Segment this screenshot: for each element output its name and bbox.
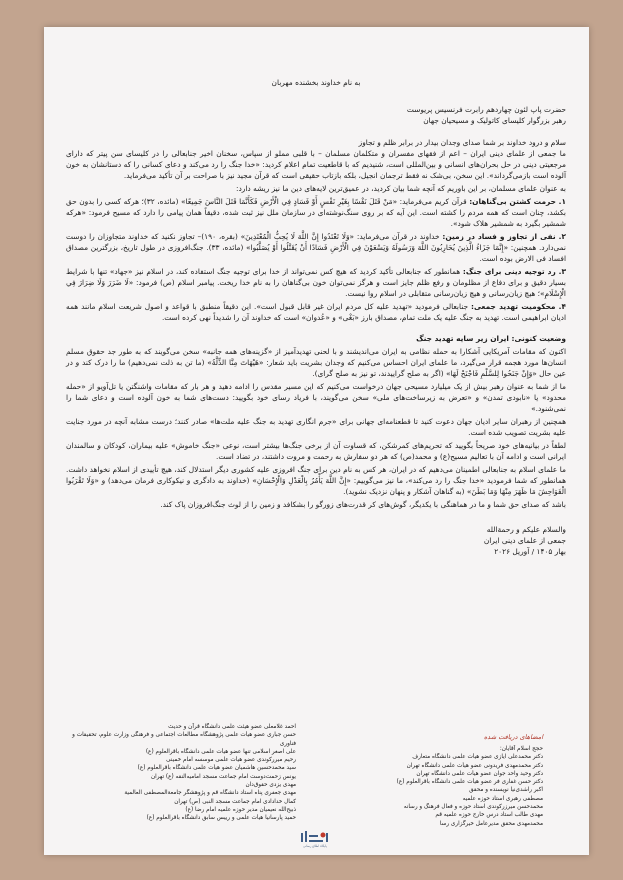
section-paragraph: ما از شما به عنوان رهبر بیش از یک میلیارد مسیحی جهان درخواست می‌کنیم که این مسیر مقدس را ادامه دهید و هر بار که مقامات واشنگتن یا تل‌آویو از «حمله محدود» یا «نابودی تمدن» و «تعرض به زیرساخت‌های ملی» سخن می‌گویند، با فریاد رسای خود بگویید: دست‌های شما به خون آلوده است و دعای شما را نمی‌شنود.» [66, 382, 566, 413]
signatory: دکتر حسن غفاری فر عضو هیأت علمی دانشگاه باقرالعلوم (ع) [396, 779, 543, 786]
signatory: محمدمهدی محقق مدیرعامل خیرگزاری رسا [439, 820, 543, 827]
signatory: علی اصغر اسلامی تنها عضو هیأت علمی دانشگاه باقرالعلوم (ع) [145, 748, 296, 755]
signatory: سید محمدحسین هاشمیان عضو هیأت علمی دانشگاه باقرالعلوم (ع) [137, 765, 296, 772]
principle-heading: ۲. نفی از تجاوز و فساد در زمین: [442, 232, 566, 241]
logo-text: پایگاه اطلاع رسانی [303, 844, 327, 848]
publisher-logo [288, 830, 342, 852]
signatories-left-column [66, 723, 296, 823]
section-paragraph: لطفاً در بیانیه‌های خود صریحاً بگویید که تحریم‌های کمرشکن، که قساوت آن از برخی جنگ‌ها بیشتر است، نوعی «جنگ خاموش» علیه بیماران، کودکان و سالمندان ایرانی است و ادامه آن با تعالیم مسیح(ع) و محمد(ص) که هر دو سفارش به رحمت و مروت داشتند، در تضاد است. [66, 441, 566, 461]
signature-line: بهار ۱۴۰۵ / آوریل ۲۰۲۶ [494, 547, 566, 556]
section-paragraph: باشد که صدای حق شما و ما در هماهنگی با یکدیگر، گوش‌های کر قدرت‌های زورگو را بشکافد و زمین را از لوث جنگ‌افروزان پاک کند. [160, 500, 566, 509]
signatory: محمدحسن میرزرکوندی استاد حوزه و فعال فرهنگ و رسانه [403, 804, 543, 811]
signatory: حسن جباری عضو هیأت علمی پژوهشگاه مطالعات اجتماعی و فرهنگی وزارت علوم، تحقیقات و فناوری [72, 732, 296, 747]
logo-mark-icon [298, 830, 332, 844]
signatory: یونس زحمت‌دوست امام جماعت مسجد امامیه‌النقه (ع) تهران [150, 773, 296, 780]
letter-title: به نام خداوند بخشنده مهربان [271, 78, 361, 87]
principle-4 [66, 301, 566, 323]
signatories-heading: امضاهای دریافت شده [483, 733, 543, 741]
signature-block [66, 524, 566, 557]
principles-intro: به عنوان علمای مسلمان، بر این باوریم که آنچه شما بیان کردید، در عمیق‌ترین لایه‌های دین ما نیز ریشه دارد: [236, 184, 566, 193]
signatory: دکتر محمدعلی ایازی عضو هیأت علمی دانشگاه متعارف [412, 754, 543, 761]
signatory: مهدی جعفری پناه استاد دانشگاه قم و پژوهشگر جامعة‌المصطفی العالمیة [124, 790, 296, 797]
letter-page [44, 27, 589, 855]
signatory: حجج اسلام آقایان: [499, 746, 543, 752]
principle-heading: ۳. رد توجیه دینی برای جنگ: [462, 267, 567, 276]
signatory: ذبیح‌الله نعیمیان مدیر حوزه علمیه امام رضا (ع) [185, 806, 296, 813]
section-paragraph: اکنون که مقامات آمریکایی آشکارا به حمله نظامی به ایران می‌اندیشند و با لحنی تهدیدآمیز از «گزینه‌های همه جانبه» سخن می‌گویند که به طور جد حقوق مسلم انسان‌ها مورد هجمه قرار می‌گیرد، ما علمای ایران احساس می‌کنیم که وجدان بشریت باید شعار: «هَيْهَاتَ مِنَّا الذِّلَّةُ» (ما تن به ذلت نمی‌دهیم) ما را درک کند و در عین حال «وَإِنْ جَنَحُوا لِلسَّلْمِ فَاجْنَحْ لَهَا» (اگر به صلح گراییدند، تو نیز به صلح گرای). [66, 347, 566, 378]
signatory: مهدی یزدی حقوق‌دان [245, 782, 296, 789]
principle-2 [66, 231, 566, 264]
letter-address [66, 104, 566, 126]
section-paragraph: ما علمای اسلام به جنابعالی اطمینان می‌دهیم که در ایران، هر کس به نام دین برای جنگ افروزی علیه کشوری دیگر استدلال کند، هیچ تأییدی از اسلام نخواهد داشت. همانطور که شما فرمودید «خدا جنگ را رد می‌کند»، ما نیز می‌گوییم: «إِنَّ اللَّهَ يَأْمُرُ بِالْعَدْلِ وَالْإِحْسَانِ» (خداوند به دادگری و نیکوکاری فرمان می‌دهد) و «وَلَا تَقْرَبُوا الْفَوَاحِشَ مَا ظَهَرَ مِنْهَا وَمَا بَطَنَ» (به گناهان آشکار و پنهان نزدیک نشوید). [66, 465, 566, 496]
signature-line: والسلام علیکم و رحمة‌الله [486, 525, 566, 534]
address-line: حضرت پاپ لئون چهاردهم رابرت فرنسیس پریوست [406, 105, 566, 114]
signatory: کمال خدادادی امام جماعت مسجد النبی (ص) تهران [174, 798, 296, 805]
signatory: مصطفی رهبری استاد حوزه علمیه [462, 795, 543, 802]
principle-text: جنابعالی فرمودید «تهدید علیه کل مردم ایران غیر قابل قبول است». این دقیقاً منطبق با قواعد و اصول شریعت اسلام مانند همه ادیان ابراهیمی است. تهدید به جنگ علیه یک ملت تمام، مصداق بارز «بَغْی» و «عُدوان» است که خداوند آن را شدیداً نهی کرده است. [66, 302, 566, 322]
signature-line: جمعی از علمای دینی ایران [483, 536, 566, 545]
letter-body [66, 77, 566, 559]
principle-text: همانطور که جنابعالی تأکید کردید که هیچ کس نمی‌تواند از خدا برای توجیه جنگ استفاده کند، در اسلام نیز «جهاد» تنها با شرایط بسیار دقیق و برای دفاع از مظلومان و رفع ظلم جایز است و هرگز نمی‌توان خون بی‌گناهان را به نام خدا ریخت. پیامبر اسلام (ص) فرمود: «لَا ضَرَرَ وَلَا ضِرَارَ فِي الْإِسْلَامِ»؛ هیچ زیان‌رسانی و هیچ زیان‌رسانی متقابلی در اسلام روا نیست. [66, 267, 566, 298]
principle-heading: ۱. حرمت کشتن بی‌گناهان: [469, 197, 567, 206]
principle-3 [66, 266, 566, 299]
principle-1 [66, 196, 566, 229]
signatory: اکبر راشدی‌نیا نویسنده و محقق [469, 787, 543, 794]
section-paragraph: همچنین از رهبران سایر ادیان جهان دعوت کنید تا قطعنامه‌ای جهانی برای «جرم انگاری تهدید به جنگ علیه ملت‌ها» صادر کنند؛ درست مشابه آنچه در مورد جنایت علیه بشریت تصویب شده است. [66, 417, 566, 437]
signatory: دکتر وحید واحد جوان عضو هیأت علمی دانشگاه تهران [416, 770, 543, 777]
principle-text: خداوند در قرآن می‌فرماید: «وَلَا تَعْتَدُوا إِنَّ اللَّهَ لَا يُحِبُّ الْمُعْتَدِينَ» (بقره، ۱۹۰)– تجاوز نکنید که خداوند متجاوزان را دوست نمی‌دارد. همچنین: «إِنَّمَا جَزَاءُ الَّذِينَ يُحَارِبُونَ اللَّهَ وَرَسُولَهُ وَيَسْعَوْنَ فِي الْأَرْضِ فَسَادًا أَنْ يُقَتَّلُوا أَوْ يُصَلَّبُوا» (مائده، ۳۳). جنگ‌افروزی در طول تاریخ، بزرگترین مصداق افساد فی الارض بوده است. [66, 232, 566, 263]
signatory: حمید پارسانیا هیأت علمی و رییس سابق دانشگاه باقرالعلوم (ع) [146, 815, 296, 822]
signatory: رحیم میررکوندی عضو هیأت علمی موسسه امام خمینی [166, 757, 296, 764]
signatory: احمد غلامعلی عضو هیئت علمی دانشگاه قرآن و حدیث [168, 724, 296, 730]
section-title: وضعیت کنونی: ایران زیر سایه تهدید جنگ [416, 334, 566, 343]
principle-text: قرآن کریم می‌فرماید: «مَنْ قَتَلَ نَفْسًا بِغَيْرِ نَفْسٍ أَوْ فَسَادٍ فِي الْأَرْضِ فَكَأَنَّمَا قَتَلَ النَّاسَ جَمِيعًا» (مائده، ۳۲)؛ هرکه کسی را بدون حق بکشد، چنان است که همه مردم را کشته است. این آیه که بر روی سنگ‌نوشته‌ای در سازمان ملل نیز ثبت شده، دقیقاً همان پیامی را دارد که مسیح فرمود: «هرکه شمشیر بگیرد به شمشیر هلاک شود». [66, 197, 566, 228]
address-line: رهبر بزرگوار کلیسای کاتولیک و مسیحیان جهان [423, 116, 566, 125]
principle-heading: ۴. محکومیت تهدید جمعی: [471, 302, 566, 311]
signatory: دکتر محمدمهدی فریدونی عضو هیأت علمی دانشگاه تهران [406, 762, 543, 769]
signatory: مهدی طالب استاد درس خارج حوزه علمیه قم [435, 812, 543, 819]
signatories-right-column [315, 745, 543, 828]
intro-paragraph: سلام و درود خداوند بر شما صدای وجدان بیدار در برابر ظلم و تجاوز ما جمعی از علمای دینی ایران – اعم از فقهای مفسران و متکلمان مسلمان – با قلبی مملو از سپاس، سخنان اخیر جنابعالی را در کلیسای سن پیتر که دارای مرجعیتی دینی در حل بحران‌های انسانی و بین‌المللی است، شنیدیم که با قاطعیت تمام اعلام کردید: «خدا جنگ را رد می‌کند و دعای کسانی را که دستانشان به خون آلوده است بازمی‌گرداند». این سخن، بی‌شک نه فقط ترجمان انجیل، بلکه بازتاب حقیقی است که قرآن مجید نیز با صراحت بر آن تأکید می‌فرماید. [66, 138, 566, 180]
